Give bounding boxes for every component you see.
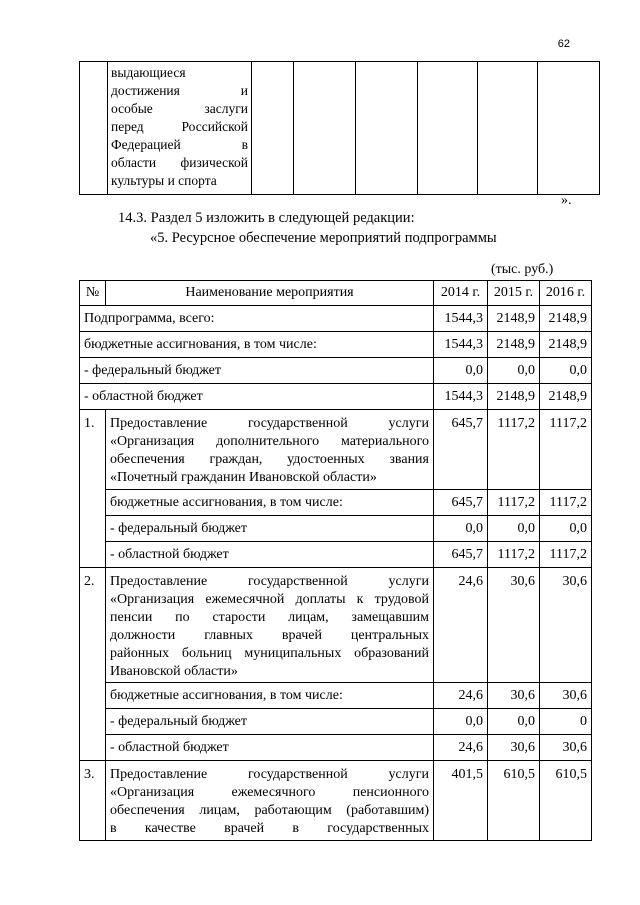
table-row xyxy=(80,384,592,410)
header-name: Наименование мероприятия xyxy=(106,281,434,306)
closing-quote: ». xyxy=(561,193,572,208)
table-cell xyxy=(252,62,294,195)
value-2014: 0,0 xyxy=(434,516,488,542)
table-row xyxy=(80,542,592,568)
value-2014: 645,7 xyxy=(434,410,488,490)
value-2014: 1544,3 xyxy=(434,384,488,410)
table-row xyxy=(80,735,592,761)
text-line: Ивановской области» xyxy=(110,664,238,679)
text-line: в качестве врачей в государственных xyxy=(110,821,429,836)
table-cell xyxy=(294,62,356,195)
value-2015: 0,0 xyxy=(488,516,540,542)
text-line: обеспечения граждан, удостоенных звания xyxy=(110,452,429,467)
table-row xyxy=(80,516,592,542)
value-2015: 30,6 xyxy=(488,568,540,683)
item-name xyxy=(106,568,434,683)
item-number: 2. xyxy=(80,568,106,761)
text-line: выдающиеся xyxy=(111,65,186,80)
table-row xyxy=(80,332,592,358)
row-label: бюджетные ассигнования, в том числе: xyxy=(80,332,434,358)
continuation-table xyxy=(79,61,600,195)
value-2016: 30,6 xyxy=(540,683,592,709)
text-line: Предоставление государственной услуги xyxy=(110,416,429,431)
value-2015: 2148,9 xyxy=(488,306,540,332)
value-2015: 1117,2 xyxy=(488,410,540,490)
text-line: должности главных врачей центральных xyxy=(110,628,429,643)
value-2014: 1544,3 xyxy=(434,306,488,332)
value-2016: 610,5 xyxy=(540,761,592,841)
value-2014: 24,6 xyxy=(434,683,488,709)
table-cell xyxy=(538,62,600,195)
text-line: «Организация дополнительного материального xyxy=(110,434,429,449)
row-label: бюджетные ассигнования, в том числе: xyxy=(106,683,434,709)
value-2015: 610,5 xyxy=(488,761,540,841)
row-label: - областной бюджет xyxy=(106,542,434,568)
value-2014: 645,7 xyxy=(434,542,488,568)
text-line: обеспечения лицам, работающим (работавшим) xyxy=(110,803,429,818)
text-line: области физической xyxy=(111,155,248,170)
table-cell xyxy=(418,62,478,195)
value-2016: 1117,2 xyxy=(540,542,592,568)
item-number: 1. xyxy=(80,410,106,568)
section-title: «5. Ресурсное обеспечение мероприятий подпрограммы xyxy=(150,230,497,246)
table-row xyxy=(80,761,592,841)
value-2016: 0,0 xyxy=(540,516,592,542)
text-line: «Организация ежемесячного пенсионного xyxy=(110,785,429,800)
row-label: - федеральный бюджет xyxy=(106,516,434,542)
value-2014: 1544,3 xyxy=(434,332,488,358)
row-label: - федеральный бюджет xyxy=(80,358,434,384)
value-2016: 2148,9 xyxy=(540,332,592,358)
value-2015: 2148,9 xyxy=(488,384,540,410)
text-line: районных больниц муниципальных образований xyxy=(110,646,429,661)
item-name xyxy=(106,410,434,490)
value-2015: 2148,9 xyxy=(488,332,540,358)
value-2015: 1117,2 xyxy=(488,542,540,568)
value-2014: 401,5 xyxy=(434,761,488,841)
table-row xyxy=(80,568,592,683)
row-label: - областной бюджет xyxy=(80,384,434,410)
table-row xyxy=(80,62,600,195)
text-line: перед Российской xyxy=(111,119,248,134)
text-line: достижения и xyxy=(111,83,248,98)
row-label: - федеральный бюджет xyxy=(106,709,434,735)
page-number: 62 xyxy=(557,38,570,50)
item-name xyxy=(106,761,434,841)
table-header-row xyxy=(80,281,592,306)
text-line: Федерацией в xyxy=(111,137,248,152)
paragraph-amendment: 14.3. Раздел 5 изложить в следующей редакции: xyxy=(118,210,415,226)
table-row xyxy=(80,683,592,709)
table-cell xyxy=(356,62,418,195)
text-line: Предоставление государственной услуги xyxy=(110,574,429,589)
value-2016: 2148,9 xyxy=(540,384,592,410)
text-line: Предоставление государственной услуги xyxy=(110,767,429,782)
item-number: 3. xyxy=(80,761,106,841)
text-line: особые заслуги xyxy=(111,101,248,116)
value-2014: 24,6 xyxy=(434,568,488,683)
value-2016: 0 xyxy=(540,709,592,735)
value-2015: 0,0 xyxy=(488,358,540,384)
value-2015: 0,0 xyxy=(488,709,540,735)
value-2016: 1117,2 xyxy=(540,410,592,490)
text-line: «Почетный гражданин Ивановской области» xyxy=(110,470,377,485)
row-label: - областной бюджет xyxy=(106,735,434,761)
value-2014: 0,0 xyxy=(434,709,488,735)
value-2016: 1117,2 xyxy=(540,490,592,516)
value-2016: 30,6 xyxy=(540,735,592,761)
value-2014: 0,0 xyxy=(434,358,488,384)
continuation-text-cell xyxy=(108,62,252,195)
value-2015: 1117,2 xyxy=(488,490,540,516)
text-line: пенсии по старости лицам, замещавшим xyxy=(110,610,429,625)
row-label: Подпрограмма, всего: xyxy=(80,306,434,332)
value-2015: 30,6 xyxy=(488,735,540,761)
table-cell xyxy=(478,62,538,195)
header-num: № xyxy=(80,281,106,306)
header-2016: 2016 г. xyxy=(540,281,592,306)
table-row xyxy=(80,410,592,490)
value-2014: 24,6 xyxy=(434,735,488,761)
header-2014: 2014 г. xyxy=(434,281,488,306)
value-2015: 30,6 xyxy=(488,683,540,709)
resource-table xyxy=(79,280,592,841)
unit-label: (тыс. руб.) xyxy=(491,262,554,277)
table-cell xyxy=(80,62,108,195)
value-2016: 30,6 xyxy=(540,568,592,683)
text-line: культуры и спорта xyxy=(111,173,217,188)
text-line: «Организация ежемесячной доплаты к трудовой xyxy=(110,592,429,607)
table-row xyxy=(80,306,592,332)
table-row xyxy=(80,490,592,516)
value-2016: 2148,9 xyxy=(540,306,592,332)
header-2015: 2015 г. xyxy=(488,281,540,306)
value-2014: 645,7 xyxy=(434,490,488,516)
row-label: бюджетные ассигнования, в том числе: xyxy=(106,490,434,516)
table-row xyxy=(80,709,592,735)
table-row xyxy=(80,358,592,384)
value-2016: 0,0 xyxy=(540,358,592,384)
